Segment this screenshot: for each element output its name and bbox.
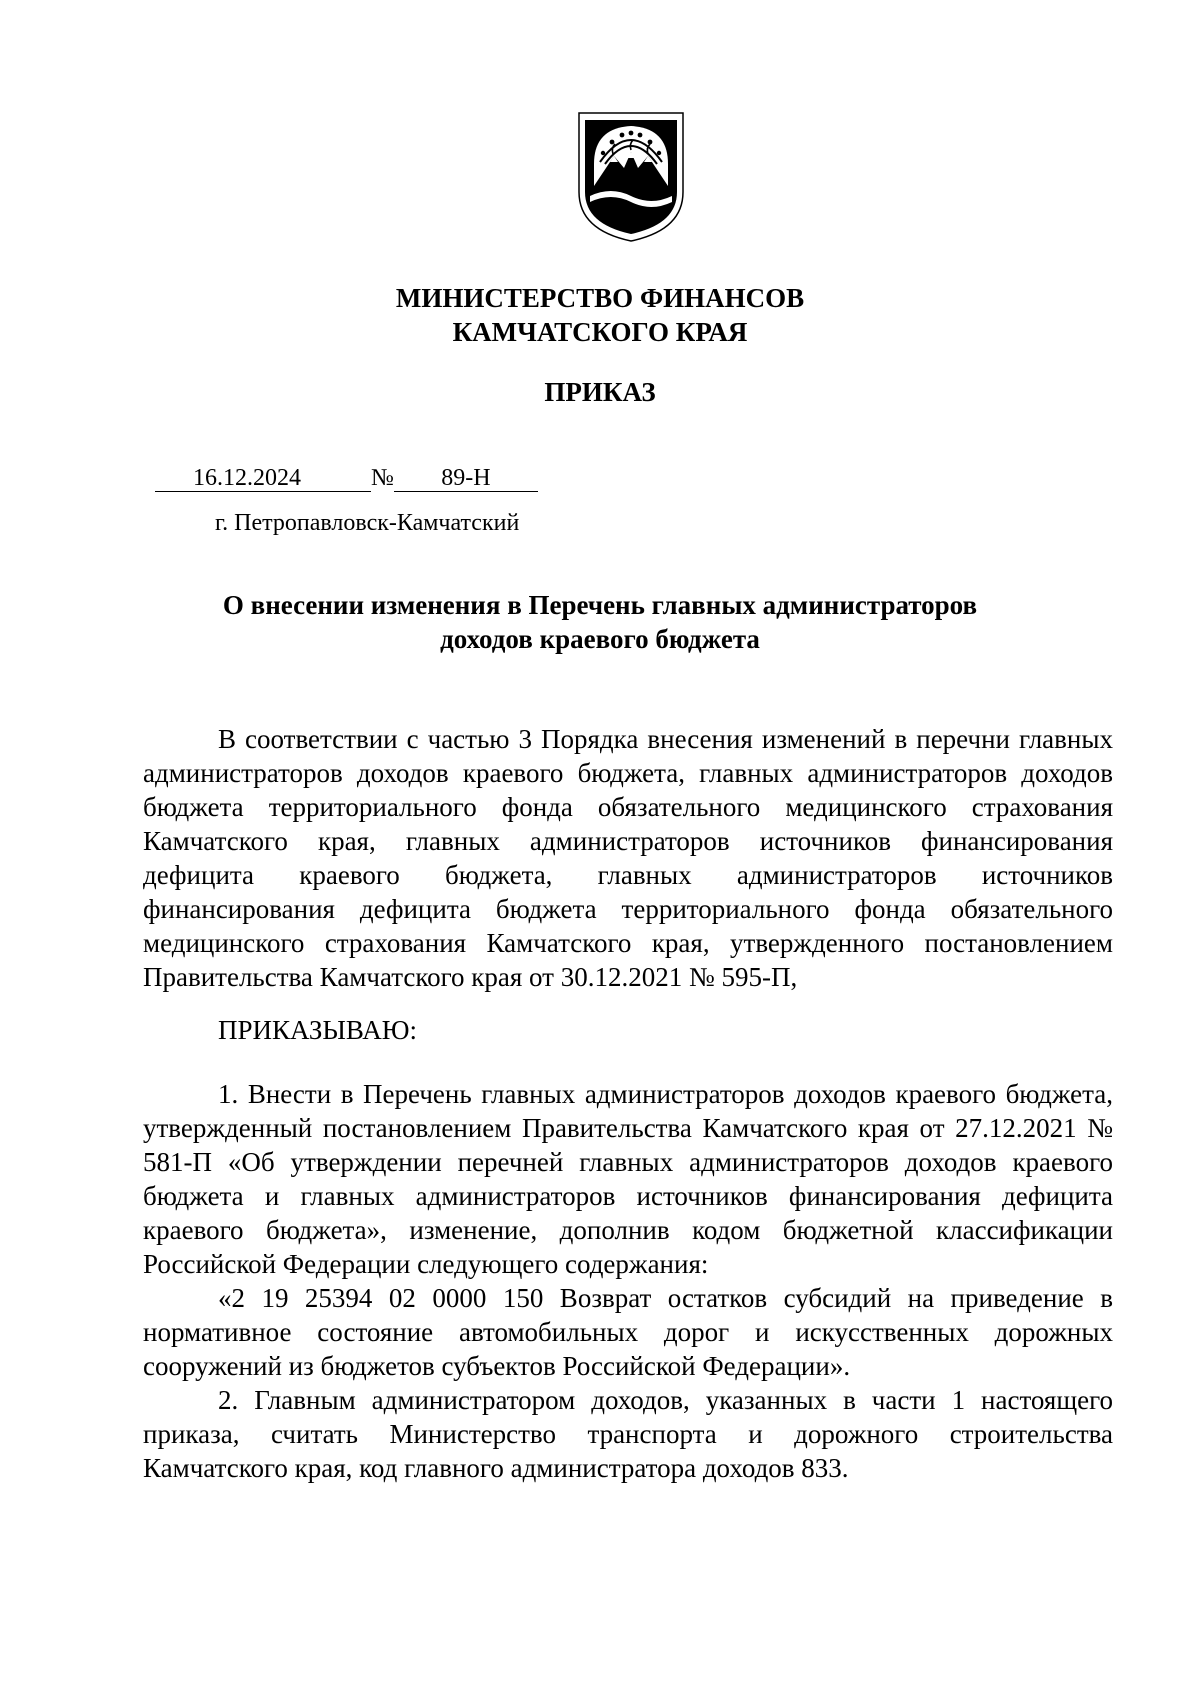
org-name-line2: КАМЧАТСКОГО КРАЯ xyxy=(452,317,748,347)
order-item-1-quote: «2 19 25394 02 0000 150 Возврат остатков субсидий на приведение в нормативное состояние автомобильных дорог и искусственных дорожных сооружений из бюджетов субъектов Российской Федерации». xyxy=(143,1283,1113,1381)
document-type: ПРИКАЗ xyxy=(544,377,656,407)
number-sign: № xyxy=(371,465,394,491)
org-name-line1: МИНИСТЕРСТВО ФИНАНСОВ xyxy=(395,283,805,313)
document-number: 89-Н xyxy=(394,465,538,492)
order-word-block xyxy=(143,1013,1113,1047)
preamble-block xyxy=(143,722,1113,994)
subject-line2: доходов краевого бюджета xyxy=(440,624,760,654)
city: г. Петропавловск-Камчатский xyxy=(215,510,520,536)
preamble-paragraph: В соответствии с частью 3 Порядка внесения изменений в перечни главных администраторов доходов краевого бюджета, главных администраторов доходов бюджета территориального фонда обязательного медицинского страхования Камчатского края, главных администраторов источников финансирования дефицита краевого бюджета, главных администраторов источников финансирования дефицита бюджета территориального фонда обязательного медицинского страхования Камчатского края, утвержденного постановлением Правительства Камчатского края от 30.12.2021 № 595-П, xyxy=(143,724,1113,992)
order-items xyxy=(143,1077,1113,1485)
kamchatka-coat-of-arms-icon xyxy=(578,112,684,242)
date-number-line xyxy=(155,463,538,493)
order-item-2: 2. Главным администратором доходов, указанных в части 1 настоящего приказа, считать Министерство транспорта и дорожного строительства Камчатского края, код главного администратора доходов 833. xyxy=(143,1385,1113,1483)
document-subject xyxy=(0,588,1200,656)
document-date: 16.12.2024 xyxy=(155,465,371,492)
order-word: ПРИКАЗЫВАЮ: xyxy=(218,1015,417,1045)
order-item-1: 1. Внести в Перечень главных администраторов доходов краевого бюджета, утвержденный постановлением Правительства Камчатского края от 27.12.2021 № 581-П «Об утверждении перечней главных администраторов доходов краевого бюджета и главных администраторов источников финансирования дефицита краевого бюджета», изменение, дополнив кодом бюджетной классификации Российской Федерации следующего содержания: xyxy=(143,1079,1113,1279)
subject-line1: О внесении изменения в Перечень главных администраторов xyxy=(222,590,978,620)
